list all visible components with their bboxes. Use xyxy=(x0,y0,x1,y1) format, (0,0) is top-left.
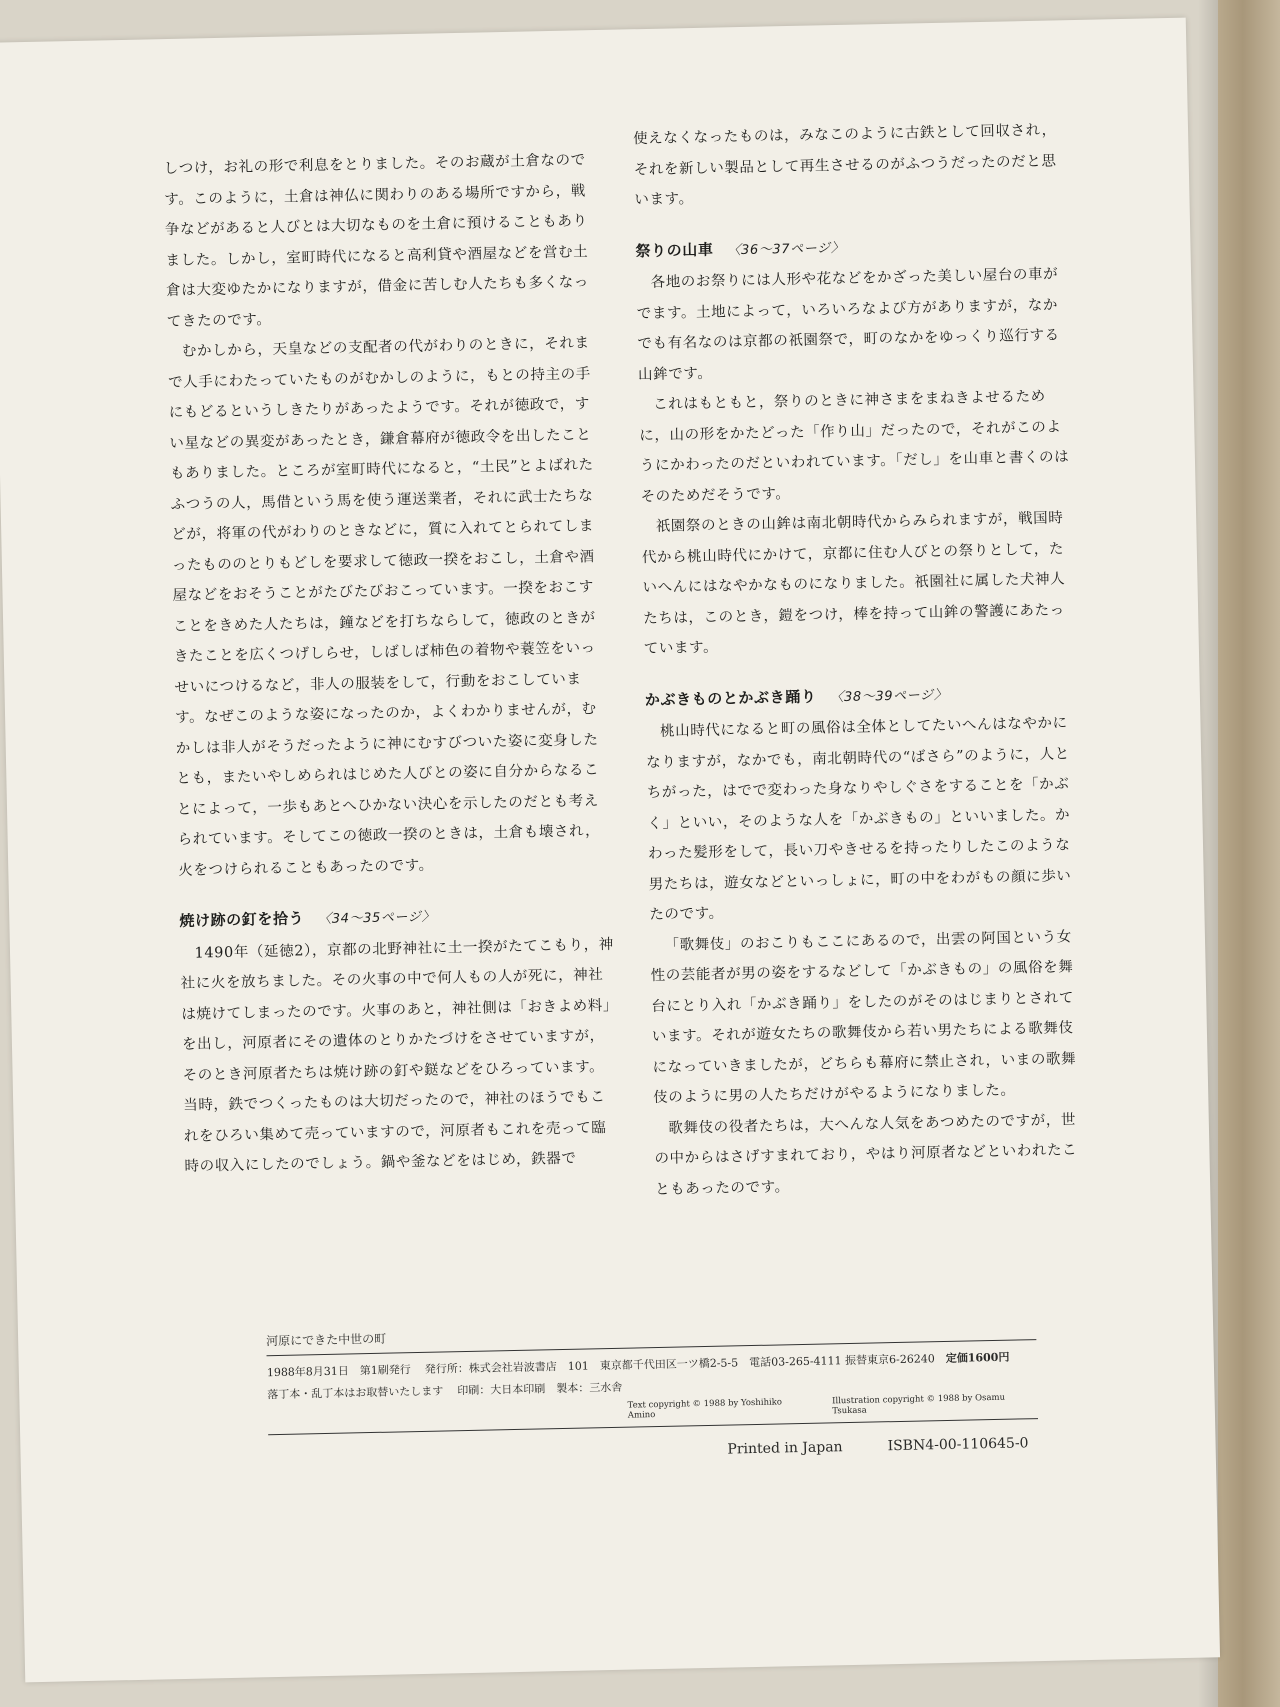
body-paragraph: これはもともと，祭りのときに神さまをまねきよせるために，山の形をかたどった「作り山」だったので，それがこのようにかわったのだといわれています。「だし」を山車と書くのはそのためだそうです。 xyxy=(639,388,1070,505)
colophon-book-title: 河原にできた中世の町 xyxy=(266,1331,387,1349)
left-text-column xyxy=(163,145,619,1182)
colophon xyxy=(266,1316,1039,1467)
body-paragraph: 各地のお祭りには人形や花などをかざった美しい屋台の車がでます。土地によって，いろいろなよび方がありますが，なかでも有名なのは京都の祇園祭で，町のなかをゆっくり巡行する山鉾です。 xyxy=(636,266,1060,383)
section-title: 焼け跡の釘を拾う xyxy=(179,909,305,930)
book-binding xyxy=(1218,0,1280,1707)
body-paragraph: 桃山時代になると町の風俗は全体としてたいへんはなやかになりますが，なかでも，南北朝時代の“ばさら”のように，人とちがった，はでで変わった身なりやしぐさをすることを「かぶく」といい，そのような人を「かぶきもの」といいました。かわった髪形をして，長い刀やきせるを持ったりしたこのような男たちは，遊女などといっしょに，町の中をわがもの顔に歩いたのです。 xyxy=(646,715,1072,924)
replacement-notice: 落丁本・乱丁本はお取替いたします xyxy=(267,1384,444,1402)
body-paragraph: 1490年（延徳2），京都の北野神社に土一揆がたてこもり，神社に火を放ちました。その火事の中で何人もの人が死に，神社は焼けてしまったのです。火事のあと，神社側は「おきよめ料」を出し，河原者にその遺体のとりかたづけをさせていますが，そのとき河原者たちは焼け跡の釘や鎹などをひろっています。当時，鉄でつくったものは大切だったので，神社のほうでもこれをひろい集めて売っていますので，河原者もこれを売って臨時の収入にしたのでしょう。鍋や釜などをはじめ，鉄器で xyxy=(180,936,615,1175)
book-page xyxy=(0,18,1220,1683)
printed-in: Printed in Japan xyxy=(727,1439,843,1458)
section-page-ref: 〈38～39ページ〉 xyxy=(830,687,948,705)
body-paragraph: 祇園祭のときの山鉾は南北朝時代からみられますが，戦国時代から桃山時代にかけて，京都に住む人びとの祭りとして，たいへんにはなやかなものになりました。祇園社に属した犬神人たちは，このとき，鎧をつけ，棒を持って山鉾の警護にあたっています。 xyxy=(641,510,1066,658)
body-paragraph: 使えなくなったものは，みなこのように古鉄として回収され，それを新しい製品として再生させるのがふつうだったのだと思います。 xyxy=(632,122,1057,209)
section-title: 祭りの山車 xyxy=(635,240,714,260)
price: 定価1600円 xyxy=(945,1350,1010,1365)
body-paragraph: しつけ，お礼の形で利息をとりました。そのお蔵が土倉なのです。このように，土倉は神仏に関わりのある場所ですから，戦争などがあると人びとは大切なものを土倉に預けることもありました。しかし，室町時代になると高利貸や酒屋などを営む土倉は大変ゆたかになりますが，借金に苦しむ人たちも多くなってきたのです。 xyxy=(163,152,590,330)
printer-info: 印刷：大日本印刷 製本：三水舎 xyxy=(457,1380,623,1398)
publication-date: 1988年8月31日 第1刷発行 xyxy=(266,1363,411,1380)
isbn: ISBN4-00-110645-0 xyxy=(887,1435,1029,1455)
section-title: かぶきものとかぶき踊り xyxy=(644,687,817,709)
colophon-date-block xyxy=(267,1361,411,1380)
section-page-ref: 〈36～37ページ〉 xyxy=(727,240,845,258)
publisher-info: 発行所：株式会社岩波書店 101 東京都千代田区一ツ橋2-5-5 電話03-265-4111 振替東京6-26240 xyxy=(424,1352,935,1376)
body-paragraph: 歌舞伎の役者たちは，大へんな人気をあつめたのですが，世の中からはさげすまれており，やはり河原者などといわれたこともあったのです。 xyxy=(654,1111,1078,1198)
text-copyright: Text copyright © 1988 by Yoshihiko Amino xyxy=(627,1397,783,1421)
right-text-column xyxy=(633,115,1091,1205)
body-paragraph: むかしから，天皇などの支配者の代がわりのときに，それまで人手にわたっていたものがむかしのように，もとの持主の手にもどるというしきたりがあったようです。それが徳政で，すい星などの異変があったとき，鎌倉幕府が徳政令を出したこともありました。ところが室町時代になると，“土民”とよばれたふつうの人，馬借という馬を使う運送業者，それに武士たちなどが，将軍の代がわりのときなどに，質に入れてとられてしまったもののとりもどしを要求して徳政一揆をおこし，土倉や酒屋などをおそうことがたびたびおこっています。一揆をおこすことをきめた人たちは，鐘などを打ちならして，徳政のときがきたことを広くつげしらせ，しばしば柿色の着物や蓑笠をいっせいにつけるなど，非人の服装をして，行動をおこしています。なぜこのような姿になったのか，よくわかりませんが，むかしは非人がそうだったように神にむすびついた姿に変身したとも，またいやしめられはじめた人びとの姿に自分からなることによって，一歩もあとへひかない決心を示したのだとも考えられています。そしてこの徳政一揆のときは，土倉も壊され，火をつけられることもあったのです。 xyxy=(167,335,601,879)
body-paragraph: 「歌舞伎」のおこりもここにあるので，出雲の阿国という女性の芸能者が男の姿をするなどして「かぶきもの」の風俗を舞台にとり入れ「かぶき踊り」をしたのがそのはじまりとされています。それが遊女たちの歌舞伎から若い男たちによる歌舞伎になっていきましたが，どちらも幕府に禁止され，いまの歌舞伎のように男の人たちだけがやるようになりました。 xyxy=(650,928,1077,1107)
colophon-footer xyxy=(269,1435,1039,1467)
illustration-copyright: Illustration copyright © 1988 by Osamu Tsukasa xyxy=(831,1392,1006,1417)
section-page-ref: 〈34～35ページ〉 xyxy=(318,909,436,928)
